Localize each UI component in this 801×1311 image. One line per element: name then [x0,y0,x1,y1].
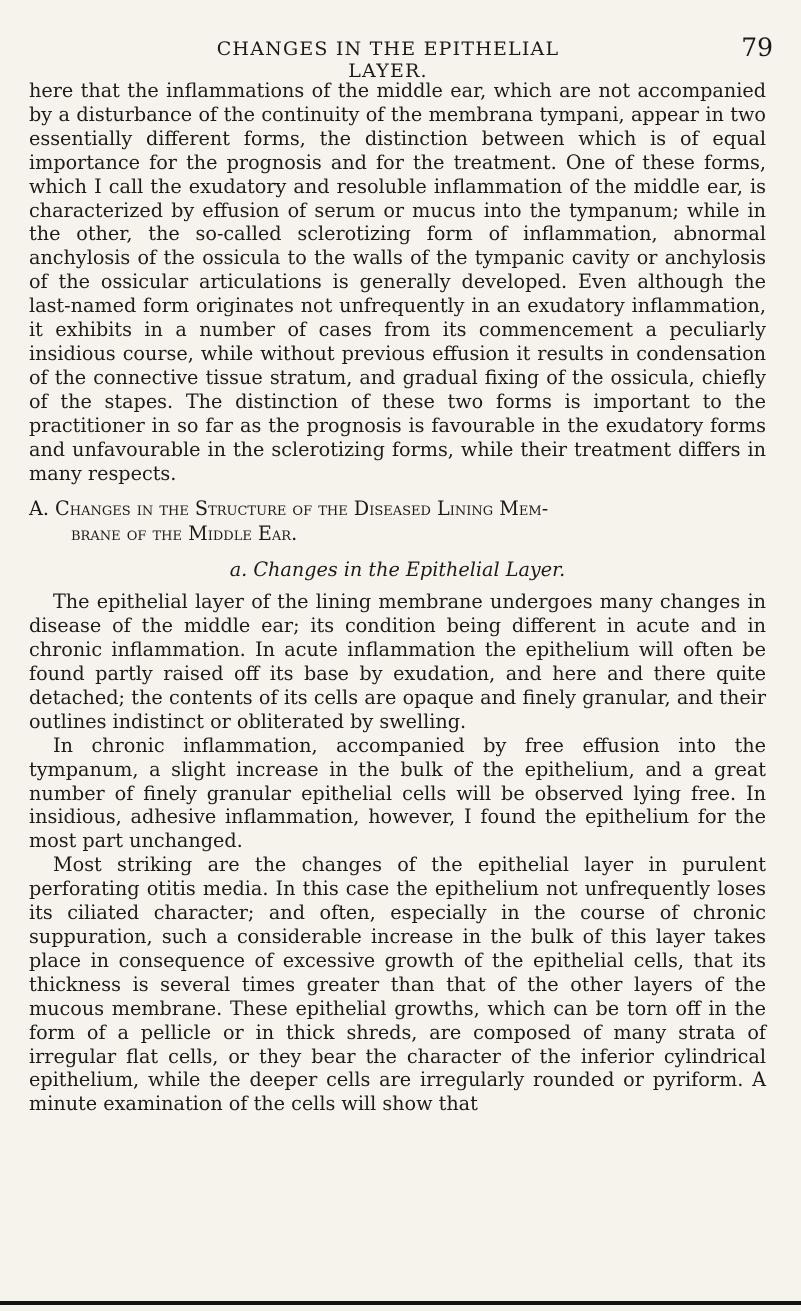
body-text [29,79,766,1116]
paragraph: The epithelial layer of the lining membrane undergoes many changes in disease of the middle ear; its condition being different in acute and in chronic inflammation. In acute inflammation the epithelium will often be found partly raised off its base by exudation, and here and there quite detached; the contents of its cells are opaque and finely granular, and their outlines indistinct or obliterated by swelling. [29,590,766,733]
section-heading-line-2: brane of the Middle Ear. [71,521,298,545]
running-head: CHANGES IN THE EPITHELIAL LAYER. [216,38,560,82]
paragraph: In chronic inflammation, accompanied by free effusion into the tympanum, a slight increase in the bulk of the epithelium, and a great number of finely granular epithelial cells will be observed lying free. In insidious, adhesive inflammation, however, I found the epithelium for the most part unchanged. [29,733,766,853]
subsection-heading: a. Changes in the Epithelial Layer. [229,558,566,582]
scan-edge-rule [0,1301,801,1305]
section-heading-line-1: A. Changes in the Structure of the Diseased Lining Mem- [29,497,549,521]
paragraph: Most striking are the changes of the epithelial layer in purulent perforating otitis media. In this case the epithelium not unfrequently loses its ciliated character; and often, especially in the course of chronic suppuration, such a considerable increase in the bulk of this layer takes place in consequence of excessive growth of the epithelial cells, that its thickness is several times greater than that of the other layers of the mucous membrane. These epithelial growths, which can be torn off in the form of a pellicle or in thick shreds, are composed of many strata of irregular flat cells, or they bear the character of the inferior cylindrical epithelium, while the deeper cells are irregularly rounded or pyriform. A minute examination of the cells will show that [29,853,766,1116]
paragraph-continued: here that the inflammations of the middle ear, which are not accompanied by a disturbance of the continuity of the membrana tympani, appear in two essentially different forms, the distinction between which is of equal importance for the prognosis and for the treatment. One of these forms, which I call the exudatory and resoluble inflammation of the middle ear, is characterized by effusion of serum or mucus into the tympanum; while in the other, the so-called sclerotizing form of inflammation, abnormal anchylosis of the ossicula to the walls of the tympanic cavity or anchylosis of the ossicular articulations is generally developed. Even although the last-named form originates not unfrequently in an exudatory inflammation, it exhibits in a number of cases from its commencement a peculiarly insidious course, while without previous effusion it results in condensation of the connective tissue stratum, and gradual fixing of the ossicula, chiefly of the stapes. The distinction of these two forms is important to the practitioner in so far as the prognosis is favourable in the exudatory forms and unfavourable in the sclerotizing forms, while their treatment differs in many respects. [29,79,766,485]
page-number: 79 [741,33,773,62]
section-heading [29,497,766,546]
